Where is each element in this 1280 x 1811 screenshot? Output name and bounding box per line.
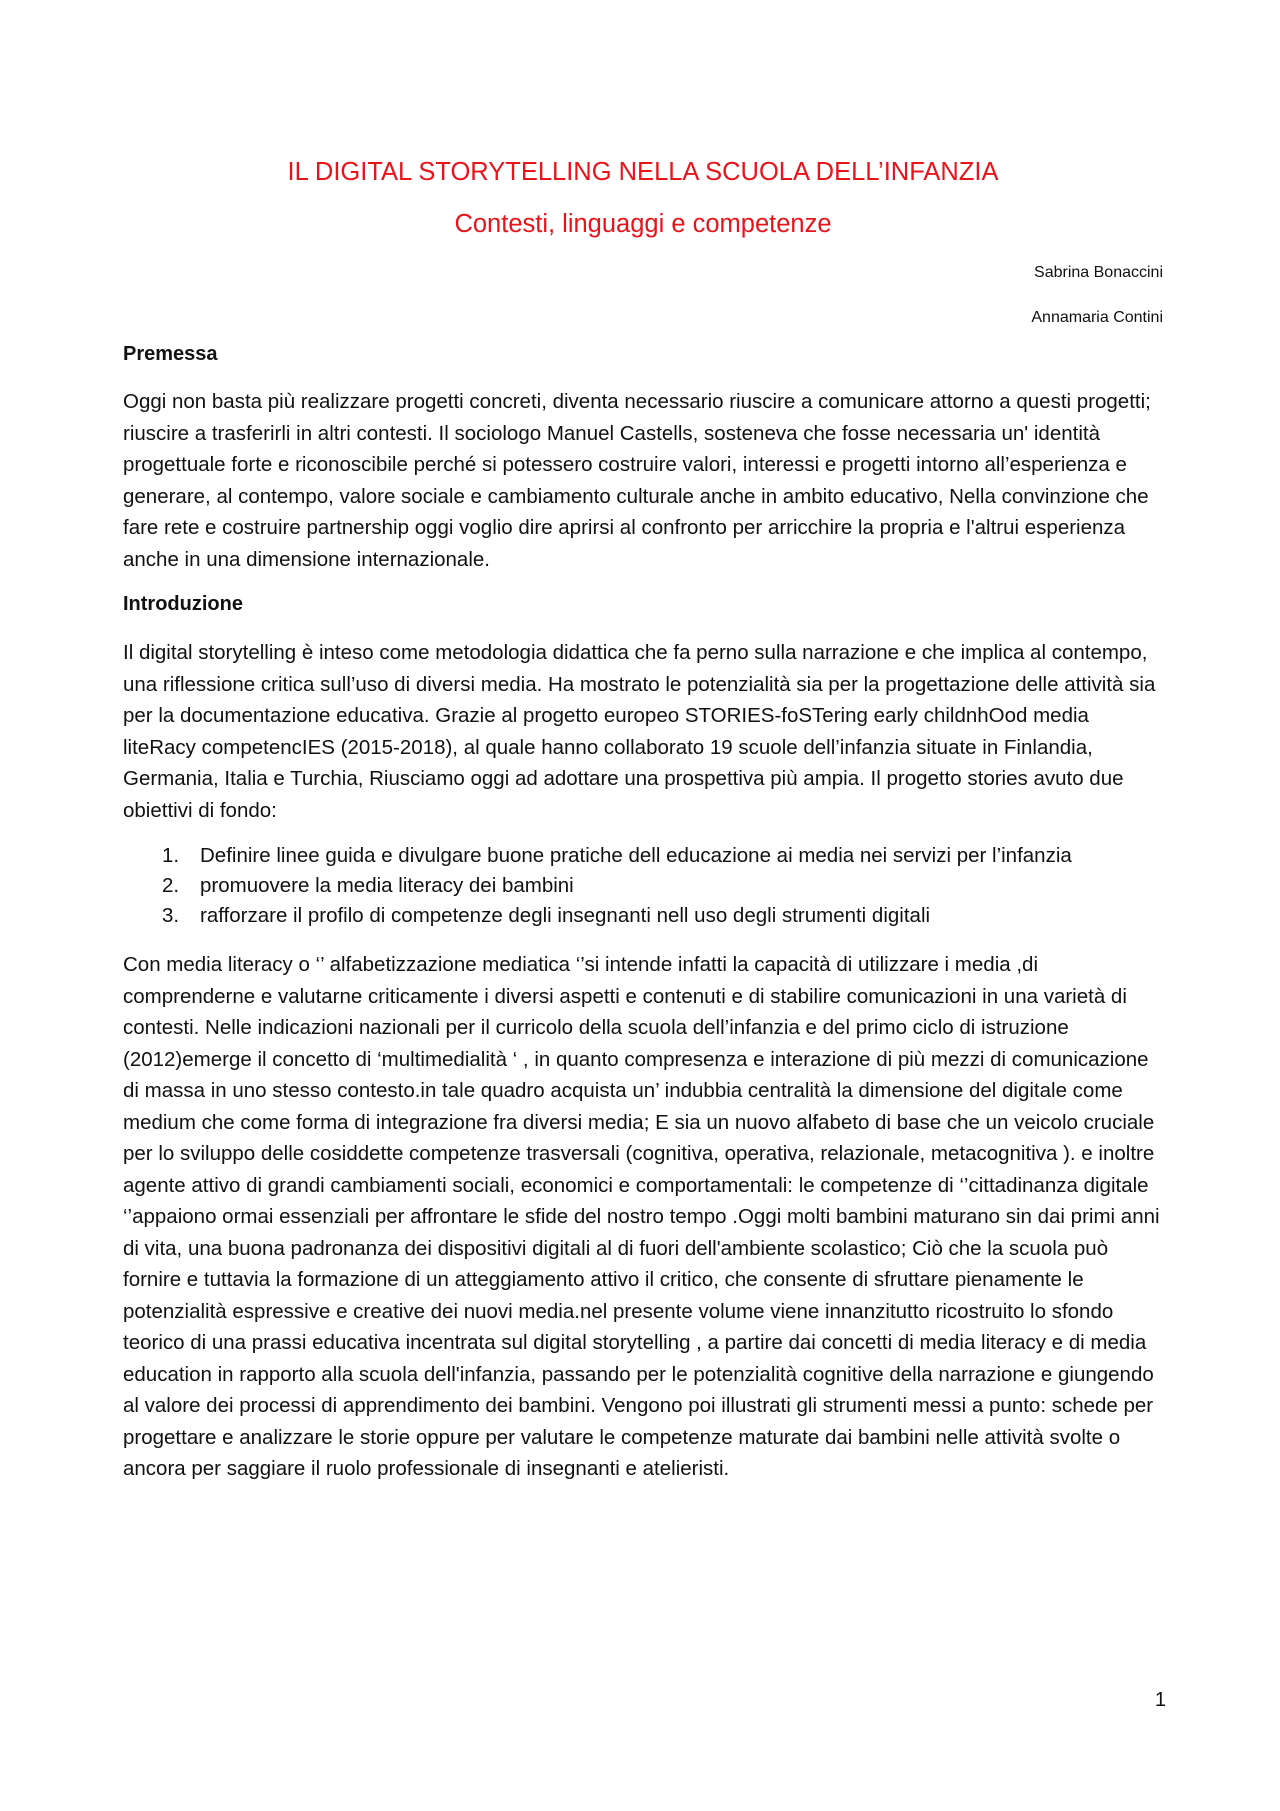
media-literacy-paragraph: Con media literacy o ‘’ alfabetizzazione mediatica ‘’si intende infatti la capacità di utilizzare i media ,di comprenderne e valutarne criticamente i diversi aspetti e contenuti e di stabilire comunicazioni in una varietà di contesti. Nelle indicazioni nazionali per il curricolo della scuola dell’infanzia e del primo ciclo di istruzione (2012)emerge il concetto di ‘multimedialità ‘ , in quanto compresenza e interazione di più mezzi di comunicazione di massa in uno stesso contesto.in tale quadro acquista un’ indubbia centralità la dimensione del digitale come medium che come forma di integrazione fra diversi media; E sia un nuovo alfabeto di base che un veicolo cruciale per lo sviluppo delle cosiddette competenze trasversali (cognitiva, operativa, relazionale, metacognitiva ). e inoltre agente attivo di grandi cambiamenti sociali, economici e comportamentali: le competenze di ‘’cittadinanza digitale ‘’appaiono ormai essenziali per affrontare le sfide del nostro tempo .Oggi molti bambini maturano sin dai primi anni di vita, una buona padronanza dei dispositivi digitali al di fuori dell'ambiente scolastico; Ciò che la scuola può fornire e tuttavia la formazione di un atteggiamento attivo il critico, che consente di sfruttare pienamente le potenzialità espressive e creative dei nuovi media.nel presente volume viene innanzitutto ricostruito lo sfondo teorico di una prassi educativa incentrata sul digital storytelling , a partire dai concetti di media literacy e di media education in rapporto alla scuola dell'infanzia, passando per le potenzialità cognitive della narrazione e giungendo al valore dei processi di apprendimento dei bambini. Vengono poi illustrati gli strumenti messi a punto: schede per progettare e analizzare le storie oppure per valutare le competenze maturate dai bambini nelle attività svolte o ancora per saggiare il ruolo professionale di insegnanti e atelieristi.	[123, 953, 1160, 1480]
page-number: 1	[1154, 1689, 1166, 1711]
premessa-paragraph: Oggi non basta più realizzare progetti concreti, diventa necessario riuscire a comunicare attorno a questi progetti; riuscire a trasferirli in altri contesti. Il sociologo Manuel Castells, sosteneva che fosse necessaria un' identità progettuale forte e riconoscibile perché si potessero costruire valori, interessi e progetti intorno all’esperienza e generare, al contempo, valore sociale e cambiamento culturale anche in ambito educativo, Nella convinzione che fare rete e costruire partnership oggi voglio dire aprirsi al confronto per arricchire la propria e l'altrui esperienza anche in una dimensione internazionale.	[123, 390, 1151, 571]
document-title: IL DIGITAL STORYTELLING NELLA SCUOLA DELL’INFANZIA	[287, 158, 999, 186]
author-name: Sabrina Bonaccini	[1034, 264, 1163, 281]
list-item-number: 2.	[162, 874, 180, 897]
section-heading-premessa: Premessa	[123, 343, 218, 365]
list-item-number: 3.	[162, 904, 180, 927]
list-item	[123, 841, 1163, 871]
page-content	[123, 155, 1163, 1485]
list-item-number: 1.	[162, 844, 180, 867]
list-item-text: promuovere la media literacy dei bambini	[200, 874, 574, 897]
introduzione-paragraph: Il digital storytelling è inteso come metodologia didattica che fa perno sulla narrazione e che implica al contempo, una riflessione critica sull’uso di diversi media. Ha mostrato le potenzialità sia per la progettazione delle attività sia per la documentazione educativa. Grazie al progetto europeo STORIES-foSTering early childnhOod media liteRacy competencIES (2015-2018), al quale hanno collaborato 19 scuole dell’infanzia situate in Finlandia, Germania, Italia e Turchia, Riusciamo oggi ad adottare una prospettiva più ampia. Il progetto stories avuto due obiettivi di fondo:	[123, 641, 1156, 822]
document-subtitle: Contesti, linguaggi e competenze	[454, 210, 832, 238]
list-item	[123, 871, 1163, 901]
list-item	[123, 901, 1163, 931]
objectives-list	[123, 841, 1163, 931]
list-item-text: rafforzare il profilo di competenze degli insegnanti nell uso degli strumenti digitali	[200, 904, 931, 927]
section-heading-introduzione: Introduzione	[123, 593, 243, 615]
list-item-text: Definire linee guida e divulgare buone pratiche dell educazione ai media nei servizi per l’infanzia	[200, 844, 1072, 867]
author-name: Annamaria Contini	[1031, 309, 1163, 326]
